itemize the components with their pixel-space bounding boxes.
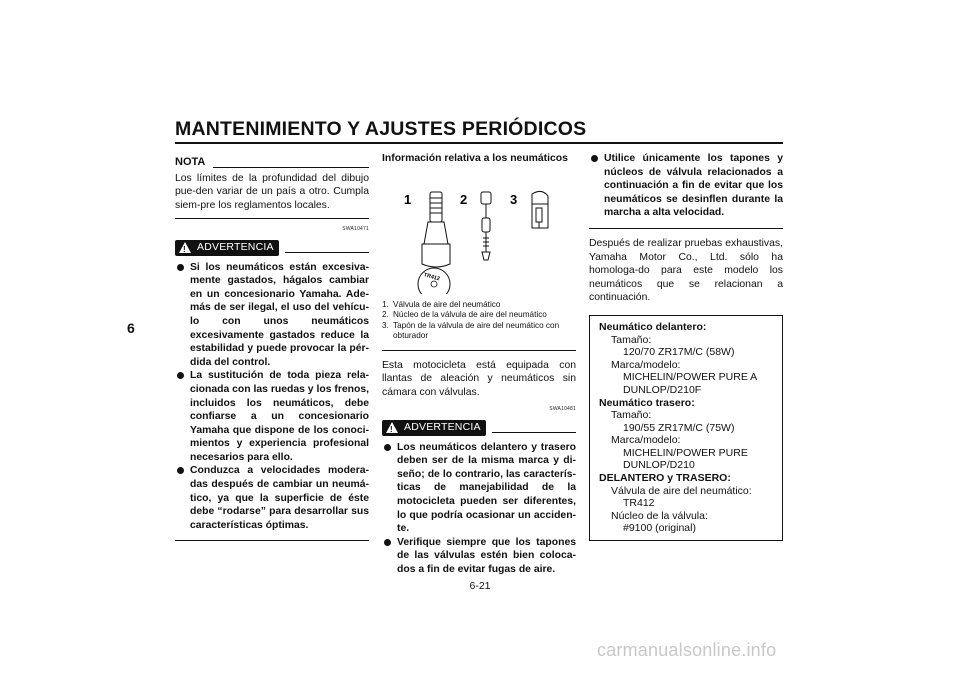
warning-item: La sustitución de toda pieza rela-cionada con las ruedas y los frenos, incluidos los neumáticos, debe confiarse a un concesionario Yamaha que dispone de los conoci-mientos y experiencia profesional necesarios para ello. bbox=[175, 369, 369, 464]
warning-item: Verifique siempre que los tapones de las válvulas estén bien coloca-dos a fin de evitar fugas de aire. bbox=[382, 536, 576, 577]
warning-rule bbox=[492, 432, 576, 433]
warning-rule bbox=[285, 252, 369, 253]
warning-badge bbox=[175, 240, 279, 256]
warning-label: ADVERTENCIA bbox=[404, 420, 481, 433]
page-title: MANTENIMIENTO Y AJUSTES PERIÓDICOS bbox=[175, 118, 587, 140]
title-rule bbox=[175, 142, 783, 144]
cap-label: TR412 bbox=[422, 271, 441, 282]
core-label: Núcleo de la válvula: bbox=[611, 509, 708, 522]
rear-brand-value: MICHELIN/POWER PURE bbox=[623, 446, 748, 459]
warning-end-rule bbox=[175, 540, 369, 541]
front-heading: Neumático delantero: bbox=[599, 320, 707, 333]
approval-paragraph: Después de realizar pruebas exhaustivas, Yamaha Motor Co., Ltd. sólo ha homologa-do para este modelo los neumáticos que se relacionan a continuación. bbox=[589, 237, 783, 304]
nota-rule bbox=[213, 167, 369, 168]
rear-size-value: 190/55 ZR17M/C (75W) bbox=[623, 421, 735, 434]
nota-text: Los límites de la profundidad del dibujo pue-den variar de un país a otro. Cumpla siem-pre los reglamentos locales. bbox=[175, 172, 369, 211]
rear-size-label: Tamaño: bbox=[611, 409, 652, 422]
nota-label: NOTA bbox=[175, 156, 206, 168]
warning-triangle-icon bbox=[179, 242, 191, 253]
warning-heading bbox=[382, 420, 576, 436]
valve-icon bbox=[422, 192, 450, 267]
valve-illustration bbox=[382, 172, 576, 294]
callout-3: 3 bbox=[510, 191, 518, 207]
warning-list-continued bbox=[589, 152, 783, 220]
right-column bbox=[589, 152, 783, 541]
warning-list bbox=[382, 441, 576, 577]
warning-item: Utilice únicamente los tapones y núcleos de válvula relacionados a continuación a fin de evitar que los neumáticos se desinflen durante la marcha a alta velocidad. bbox=[589, 152, 783, 220]
tire-spec-box bbox=[589, 315, 783, 541]
legend-item: 1. Válvula de aire del neumático bbox=[382, 299, 501, 309]
warning-badge bbox=[382, 420, 486, 436]
warning-list bbox=[175, 261, 369, 533]
valve-diagram bbox=[382, 172, 576, 294]
valve-value: TR412 bbox=[623, 497, 655, 510]
chapter-number: 6 bbox=[127, 320, 135, 336]
callout-1: 1 bbox=[404, 191, 412, 207]
valve-core-icon bbox=[481, 192, 491, 260]
warning-code: SWA10471 bbox=[342, 226, 369, 233]
front-brand-value: DUNLOP/D210F bbox=[623, 383, 702, 396]
valve-cap-icon bbox=[532, 191, 548, 228]
callout-2: 2 bbox=[460, 191, 468, 207]
legend-item: 3. Tapón de la válvula de aire del neumático con obturador bbox=[382, 320, 560, 341]
front-size-value: 120/70 ZR17M/C (58W) bbox=[623, 346, 735, 359]
page-number: 6-21 bbox=[469, 580, 491, 592]
warning-label: ADVERTENCIA bbox=[197, 240, 274, 253]
nota-heading bbox=[175, 156, 369, 170]
warning-end-rule bbox=[589, 228, 783, 229]
valve-label: Válvula de aire del neumático: bbox=[611, 484, 752, 497]
warning-item: Los neumáticos delantero y trasero deben ser de la misma marca y di-seño; de lo contrario, las caracterís-ticas de manejabilidad de la motocicleta pueden ser diferentes, lo que podría ocasionar un acciden-te. bbox=[382, 441, 576, 536]
watermark[interactable]: carmanualsonline.info bbox=[597, 640, 777, 660]
figure-legend bbox=[382, 300, 576, 342]
tire-info-heading: Información relativa a los neumáticos bbox=[382, 153, 568, 164]
nota-end-rule bbox=[175, 218, 369, 219]
front-brand-value: MICHELIN/POWER PURE A bbox=[623, 371, 758, 384]
front-brand-label: Marca/modelo: bbox=[611, 358, 681, 371]
rear-brand-value: DUNLOP/D210 bbox=[623, 459, 695, 472]
front-size-label: Tamaño: bbox=[611, 333, 652, 346]
middle-column bbox=[382, 152, 576, 577]
legend-end-rule bbox=[382, 350, 576, 351]
rear-brand-label: Marca/modelo: bbox=[611, 434, 681, 447]
warning-item: Conduzca a velocidades modera-das después de cambiar un neumá-tico, ya que la superficie de éste debe “rodarse” para desarrollar sus características óptimas. bbox=[175, 464, 369, 532]
left-column bbox=[175, 156, 369, 541]
warning-code: SWA10481 bbox=[549, 406, 576, 413]
warning-triangle-icon bbox=[386, 422, 398, 433]
rear-heading: Neumático trasero: bbox=[599, 396, 695, 409]
warning-heading bbox=[175, 240, 369, 256]
tire-paragraph: Esta motocicleta está equipada con llantas de aleación y neumáticos sin cámara con válvulas. bbox=[382, 359, 576, 398]
both-heading: DELANTERO y TRASERO: bbox=[599, 472, 731, 485]
warning-item: Si los neumáticos están excesiva-mente gastados, hágalos cambiar en un concesionario Yamaha. Ade-más de ser ilegal, el uso del vehícu-lo con unos neumáticos excesivamente gastados reduce la estabilidad y puede provocar la pér-dida del control. bbox=[175, 261, 369, 370]
core-value: #9100 (original) bbox=[623, 522, 696, 535]
legend-item: 2. Núcleo de la válvula de aire del neumático bbox=[382, 310, 547, 320]
